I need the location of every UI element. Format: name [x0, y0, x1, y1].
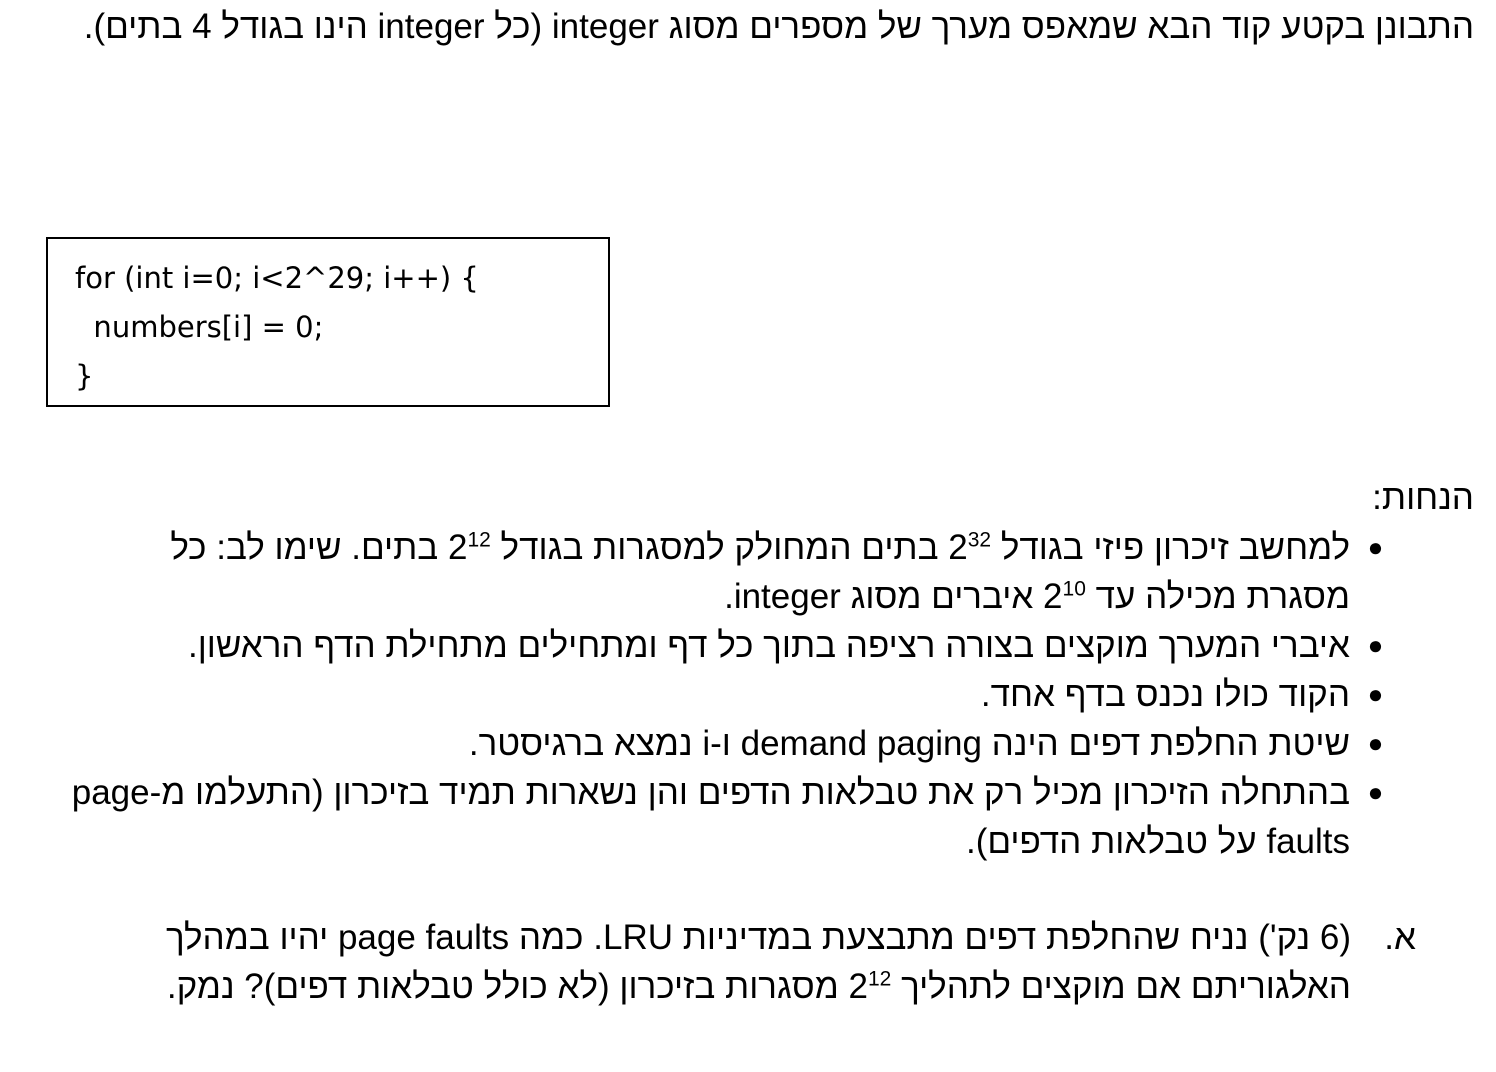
assumption-text: איברים מסוג integer.: [724, 577, 1034, 616]
question-text: (6 נק') נניח שהחלפת דפים מתבצעת במדיניות LRU. כמה: [518, 918, 1351, 957]
power-of-two: $2^{32}$: [948, 528, 992, 567]
assumption-item-page-tables: [60, 768, 1401, 866]
assumption-text: נמצא ברגיסטר.: [468, 724, 693, 763]
code-line-1: for (int i=0; i<2^29; i++) {: [75, 261, 479, 295]
code-block: [46, 237, 610, 407]
intro-paragraph: [50, 3, 1474, 51]
assumption-text: הקוד כולו נכנס בדף אחד.: [980, 675, 1350, 714]
assumptions-list: [60, 523, 1401, 866]
intro-text-middle: (כל: [494, 7, 543, 46]
assumption-item-array: [60, 621, 1401, 670]
question-text: מסגרות בזיכרון (לא כולל טבלאות דפים)? נמק.: [166, 967, 839, 1006]
bullet-icon: [1350, 621, 1401, 670]
bullet-icon: [1350, 670, 1401, 719]
term-page-faults: page faults: [71, 773, 1350, 861]
assumption-text: למחשב זיכרון פיזי בגודל: [1000, 528, 1350, 567]
intro-text-after: הינו בגודל 4 בתים).: [83, 7, 368, 46]
bullet-icon: [1350, 523, 1401, 572]
question-a: [70, 913, 1416, 1011]
assumption-item-paging: [60, 719, 1401, 768]
power-of-two: $2^{12}$: [447, 528, 491, 567]
power-of-two: $2^{10}$: [1043, 577, 1086, 616]
assumption-text: ו-: [710, 724, 731, 763]
power-of-two: $2^{12}$: [848, 967, 892, 1006]
question-text: יהיו במהלך האלגוריתם אם מוקצים לתהליך: [166, 918, 1351, 1006]
intro-term-integer-2: integer: [377, 7, 485, 46]
assumption-item-memory: [60, 523, 1401, 621]
assumption-text: בהתחלה הזיכרון מכיל רק את טבלאות הדפים והן נשארות תמיד בזיכרון (התעלמו מ-: [149, 773, 1350, 812]
code-line-2: numbers[i] = 0;: [75, 310, 324, 344]
code-line-3: }: [75, 359, 94, 393]
assumptions-heading: הנחות:: [1372, 478, 1474, 517]
assumption-text: איברי המערך מוקצים בצורה רציפה בתוך כל דף ומתחילים מתחילת הדף הראשון.: [187, 626, 1350, 665]
assumption-text: על טבלאות הדפים).: [965, 822, 1257, 861]
assumption-text: שיטת החלפת דפים הינה: [991, 724, 1350, 763]
term-demand-paging: demand paging: [740, 724, 982, 763]
assumption-text: בתים המחולק למסגרות בגודל: [500, 528, 939, 567]
intro-term-integer: integer: [551, 7, 659, 46]
term-variable-i: i: [702, 724, 711, 763]
term-page-faults: page faults: [337, 918, 510, 957]
assumption-text: בתים. שימו לב: כל מסגרת מכילה עד: [170, 528, 1350, 616]
bullet-icon: [1350, 719, 1401, 768]
assumption-item-code: [60, 670, 1401, 719]
question-letter: א.: [1384, 918, 1416, 957]
intro-text-before: התבונן בקטע קוד הבא שמאפס מערך של מספרים מסוג: [668, 7, 1474, 46]
bullet-icon: [1350, 768, 1401, 817]
